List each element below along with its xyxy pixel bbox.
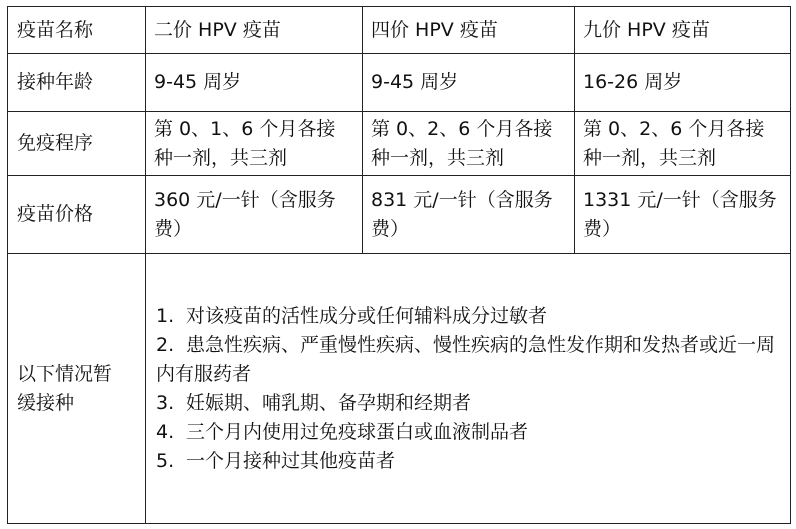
schedule-quadrivalent: 第 0、2、6 个月各接种一剂，共三剂: [363, 112, 575, 176]
deferral-item-text: 妊娠期、哺乳期、备孕期和经期者: [186, 391, 472, 414]
age-quadrivalent: 9-45 周岁: [363, 54, 575, 112]
header-vaccine-name: 疫苗名称: [8, 7, 146, 54]
deferral-item: [156, 389, 782, 418]
deferral-item: [156, 331, 782, 389]
schedule-nonavalent: 第 0、2、6 个月各接种一剂，共三剂: [575, 112, 791, 176]
deferral-item-text: 三个月内使用过免疫球蛋白或血液制品者: [186, 420, 529, 443]
schedule-bivalent: 第 0、1、6 个月各接种一剂，共三剂: [146, 112, 363, 176]
header-nonavalent-hpv: 九价 HPV 疫苗: [575, 7, 791, 54]
deferral-item-text: 对该疫苗的活性成分或任何辅料成分过敏者: [186, 304, 548, 327]
deferral-item-number: 4.: [156, 420, 175, 443]
header-quadrivalent-hpv: 四价 HPV 疫苗: [363, 7, 575, 54]
row-label-price: 疫苗价格: [8, 176, 146, 254]
age-bivalent: 9-45 周岁: [146, 54, 363, 112]
deferral-item-text: 患急性疾病、严重慢性疾病、慢性疾病的急性发作期和发热者或近一周内有服药者: [156, 333, 776, 385]
price-bivalent: 360 元/一针（含服务费）: [146, 176, 363, 254]
header-bivalent-hpv: 二价 HPV 疫苗: [146, 7, 363, 54]
row-label-deferral: 以下情况暂缓接种: [8, 254, 146, 524]
row-age: [8, 54, 791, 112]
row-label-schedule: 免疫程序: [8, 112, 146, 176]
deferral-item: [156, 418, 782, 447]
deferral-item-number: 5.: [156, 449, 175, 472]
row-schedule: [8, 112, 791, 176]
deferral-item-number: 3.: [156, 391, 175, 414]
row-deferral: [8, 254, 791, 524]
row-label-age: 接种年龄: [8, 54, 146, 112]
deferral-item-number: 1.: [156, 304, 175, 327]
deferral-item-number: 2.: [156, 333, 175, 356]
deferral-item: [156, 447, 782, 476]
age-nonavalent: 16-26 周岁: [575, 54, 791, 112]
deferral-item-text: 一个月接种过其他疫苗者: [186, 449, 396, 472]
deferral-conditions: [146, 254, 791, 524]
deferral-list: [156, 302, 782, 476]
vaccine-comparison-table: [7, 6, 791, 524]
price-nonavalent: 1331 元/一针（含服务费）: [575, 176, 791, 254]
deferral-item: [156, 302, 782, 331]
price-quadrivalent: 831 元/一针（含服务费）: [363, 176, 575, 254]
header-row: [8, 7, 791, 54]
row-price: [8, 176, 791, 254]
